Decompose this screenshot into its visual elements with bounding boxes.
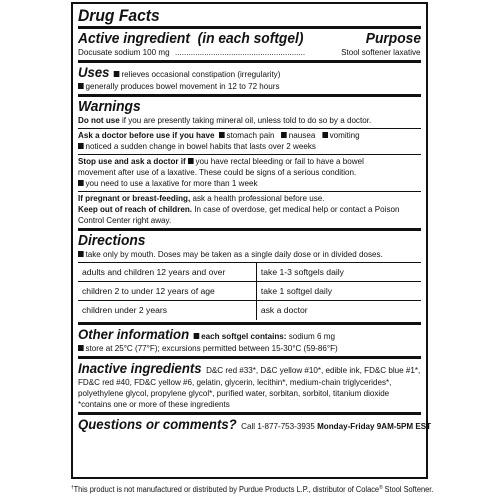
table-row [78, 282, 421, 301]
reach-text: In case of overdose, get medical help or contact a Poison [194, 204, 400, 214]
other-info-label: each softgel contains: [201, 330, 287, 341]
questions-section [78, 415, 432, 435]
active-heading-label: Active ingredient [78, 30, 190, 47]
active-ingredient-heading [78, 30, 303, 47]
active-ingredient-row [78, 47, 421, 58]
other-info-line-1 [78, 326, 400, 343]
directions-intro-text: take only by mouth. Doses may be taken as a single daily dose or in divided doses. [85, 249, 383, 259]
questions-hours: Monday-Friday 9AM-5PM EST [317, 420, 432, 431]
directions-heading: Directions [78, 232, 146, 249]
stop-use-label: Stop use and ask a doctor if [78, 156, 186, 166]
ask-doctor-line-2 [78, 141, 400, 152]
bullet-square-icon [219, 132, 225, 138]
pregnant-label: If pregnant or breast-feeding, [78, 193, 191, 203]
active-ingredient-section [78, 29, 421, 63]
purpose-heading: Purpose [365, 30, 421, 47]
ask-doctor-item: stomach pain [226, 130, 275, 140]
reach-label: Keep out of reach of children. [78, 204, 193, 214]
table-row [78, 263, 421, 282]
table-cell-age: adults and children 12 years and over [78, 263, 256, 282]
other-info-heading: Other information [78, 325, 190, 342]
ask-doctor-label: Ask a doctor before use if you have [78, 130, 215, 140]
warnings-section [78, 97, 421, 231]
active-heading-row [78, 30, 421, 47]
page-title: Drug Facts [78, 6, 160, 25]
table-cell-age: children under 2 years [78, 301, 256, 320]
uses-item: relieves occasional constipation (irregularity) [121, 69, 281, 79]
stop-use-item: you need to use a laxative for more than 1 week [85, 178, 258, 188]
bullet-square-icon [78, 143, 84, 149]
uses-line-2 [78, 81, 400, 92]
bullet-square-icon [78, 345, 84, 351]
drug-facts-panel [71, 2, 432, 479]
bullet-square-icon [194, 333, 200, 339]
stop-use-item: you have rectal bleeding or fail to have a bowel [195, 156, 364, 166]
do-not-use-label: Do not use [78, 115, 120, 125]
table-cell-dose: take 1-3 softgels daily [256, 263, 421, 282]
other-information-section [78, 325, 421, 359]
directions-intro [78, 249, 400, 260]
warnings-intro [78, 97, 421, 129]
footnote-tail: Stool Softener. [382, 485, 434, 494]
warnings-heading: Warnings [78, 98, 141, 115]
table-cell-dose: ask a doctor [256, 301, 421, 320]
bullet-square-icon [188, 158, 194, 164]
questions-heading: Questions or comments? [78, 415, 237, 432]
stop-use-line-3 [78, 178, 400, 189]
bullet-square-icon [78, 251, 84, 257]
ask-doctor-item: nausea [288, 130, 316, 140]
reach-line-2: Control Center right away. [78, 215, 172, 225]
inactive-text: D&C red #33*, D&C yellow #10*, edible ink, FD&C blue #1*, [206, 364, 421, 375]
other-info-line-2 [78, 343, 400, 354]
stop-use-line [78, 156, 400, 167]
bullet-square-icon [78, 180, 84, 186]
table-row [78, 301, 421, 320]
questions-phone: Call 1-877-753-3935 [241, 420, 315, 431]
active-heading-sub: (in each softgel) [197, 30, 304, 47]
inactive-heading: Inactive ingredients [78, 359, 202, 376]
table-cell-age: children 2 to under 12 years of age [78, 282, 256, 301]
other-info-text: sodium 6 mg [288, 330, 335, 341]
pregnant-line [78, 193, 400, 204]
inactive-line-4: *contains one or more of these ingredients [78, 398, 230, 409]
table-cell-dose: take 1 softgel daily [256, 282, 421, 301]
footnote-text: This product is not manufactured or distributed by Purdue Products L.P., distributor of Colace [73, 485, 380, 494]
inactive-line-2: FD&C red #40, FD&C yellow #6, gelatin, glycerin, lecithin*, medium-chain triglycerides*, [78, 376, 392, 387]
do-not-use-text: if you are presently taking mineral oil, unless told to do so by a doctor. [121, 115, 372, 125]
other-info-storage: store at 25°C (77°F); excursions permitted between 15-30°C (59-86°F) [85, 342, 338, 353]
uses-line-1 [78, 64, 400, 81]
directions-table [78, 262, 421, 320]
bullet-square-icon [78, 83, 84, 89]
uses-item: generally produces bowel movement in 12 to 72 hours [85, 81, 280, 91]
pregnant-text: ask a health professional before use. [192, 193, 325, 203]
ask-doctor-item: vomiting [329, 130, 360, 140]
uses-heading: Uses [78, 64, 110, 80]
inactive-line-1 [78, 359, 421, 377]
reach-line [78, 204, 400, 215]
ask-doctor-item: noticed a sudden change in bowel habits that lasts over 2 weeks [85, 141, 316, 151]
do-not-use-line [78, 115, 400, 126]
stop-use-item-cont: movement after use of a laxative. These could be signs of a serious condition. [78, 167, 357, 177]
stop-use-block [78, 155, 421, 192]
bullet-square-icon [281, 132, 287, 138]
uses-section [78, 63, 421, 97]
active-ingredient-purpose: Stool softener laxative [341, 47, 421, 57]
registered-mark: ® [379, 485, 383, 491]
bullet-square-icon [114, 71, 120, 77]
pregnancy-reach-block [78, 192, 421, 228]
inactive-ingredients-section [78, 359, 421, 415]
bullet-square-icon [322, 132, 328, 138]
active-ingredient-name: Docusate sodium 100 mg [78, 47, 170, 57]
ask-doctor-block [78, 129, 421, 155]
ask-doctor-line [78, 130, 400, 141]
questions-line [78, 415, 432, 433]
footnote-marker: † [71, 485, 74, 491]
footnote [71, 483, 434, 495]
title-row [78, 4, 421, 29]
inactive-line-3: polyethylene glycol, propylene glycol*, purified water, sorbitan, sorbitol, titanium dioxide [78, 387, 390, 398]
directions-section [78, 231, 421, 325]
leader-dots: .......................................................... [175, 47, 306, 57]
